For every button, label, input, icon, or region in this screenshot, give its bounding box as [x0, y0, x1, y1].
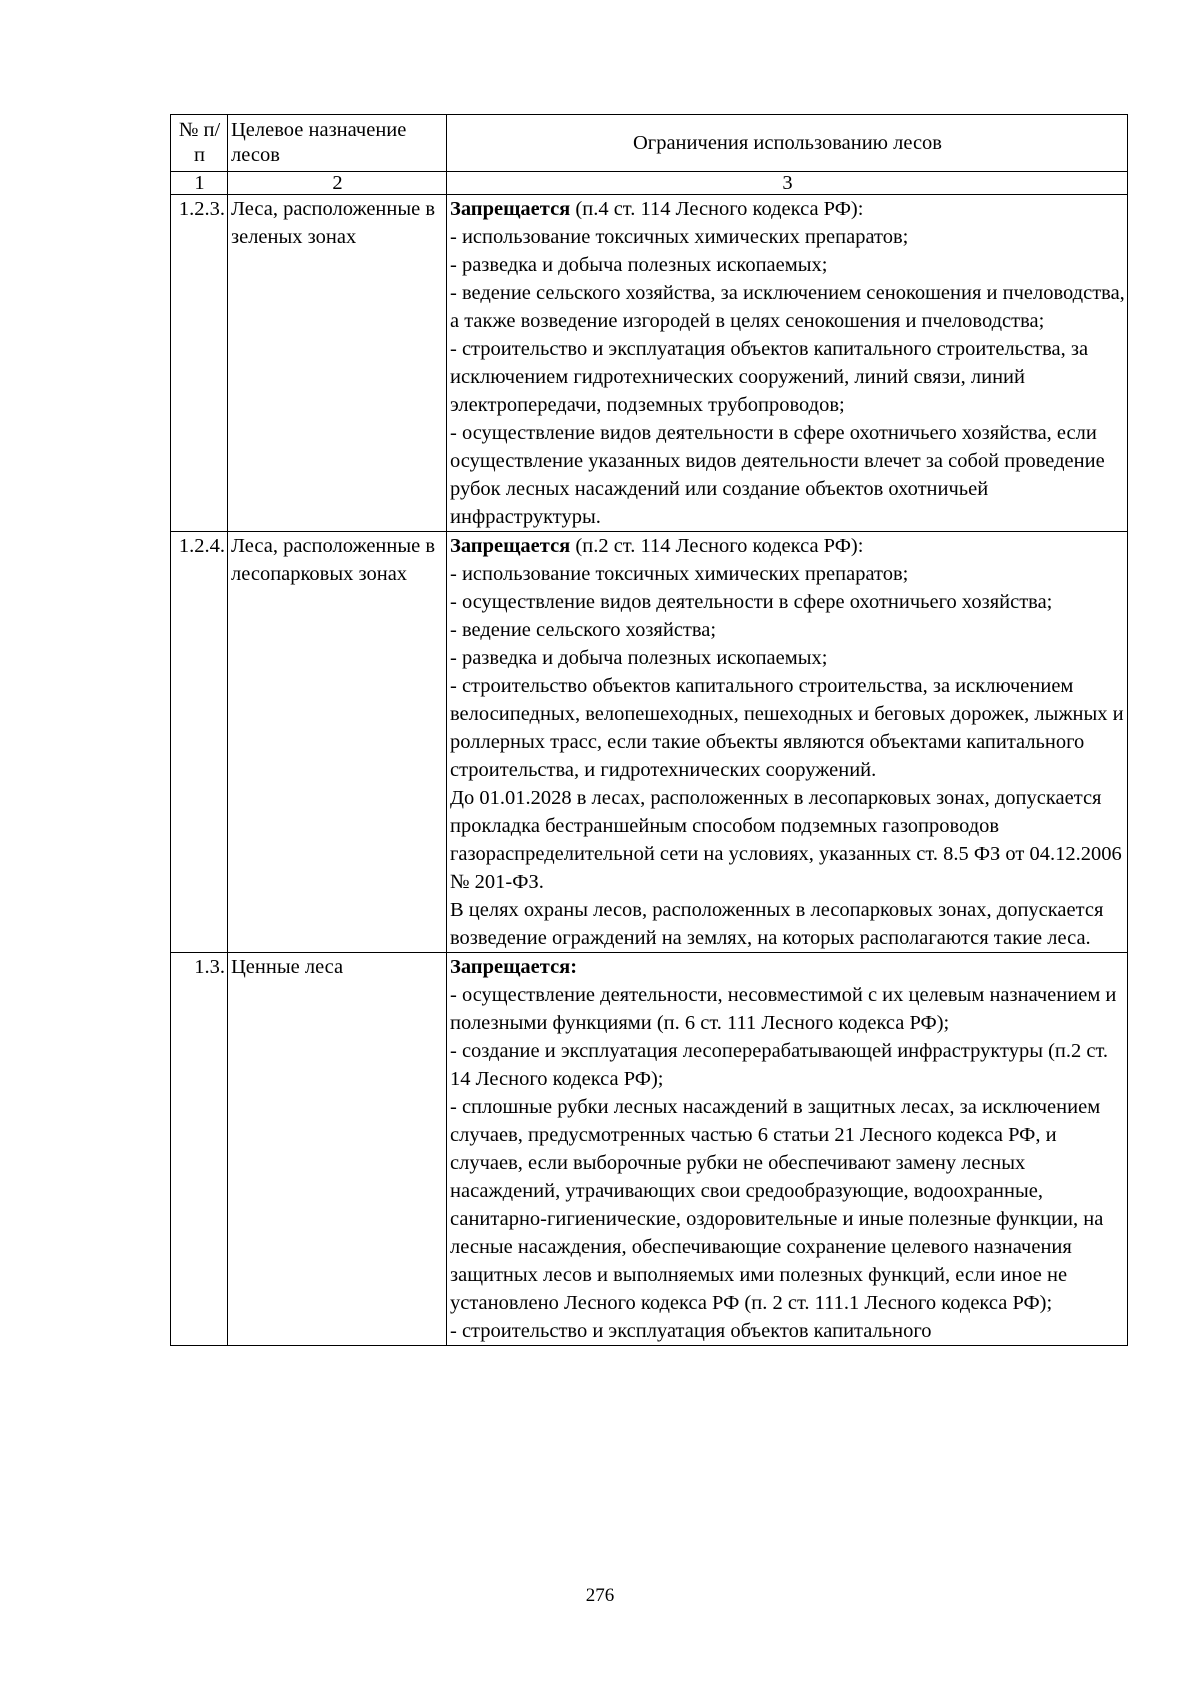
legal-reference: (п.2 ст. 114 Лесного кодекса РФ):	[570, 535, 864, 557]
restriction-note: До 01.01.2028 в лесах, расположенных в лесопарковых зонах, допускается прокладка бестраншейным способом подземных газопроводов газораспределительной сети на условиях, указанных ст. 8.5 ФЗ от 04.12.2006 № 201-ФЗ.	[450, 787, 1122, 893]
restriction-note: В целях охраны лесов, расположенных в лесопарковых зонах, допускается возведение ограждений на землях, на которых располагаются такие леса.	[450, 899, 1104, 949]
restriction-lead	[450, 953, 1125, 981]
page-number: 276	[585, 1585, 615, 1606]
row-number: 1.3.	[171, 953, 228, 1346]
row-number: 1.2.3.	[171, 195, 228, 532]
restriction-item: - ведение сельского хозяйства;	[450, 619, 717, 641]
header-purpose-cell: Целевое назначение лесов	[228, 115, 447, 172]
column-number-3: 3	[447, 172, 1128, 195]
restriction-item: - строительство и эксплуатация объектов капитального строительства, за исключением гидротехнических сооружений, линий связи, линий электропередачи, подземных трубопроводов;	[450, 338, 1089, 416]
forest-restrictions-table	[170, 114, 1128, 1346]
prohibited-label: Запрещается	[450, 535, 571, 557]
column-number-1: 1	[171, 172, 228, 195]
table-row	[171, 195, 1128, 532]
restriction-item: - строительство и эксплуатация объектов капитального	[450, 1320, 932, 1342]
restriction-item: - осуществление видов деятельности в сфере охотничьего хозяйства;	[450, 591, 1053, 613]
row-restrictions	[447, 532, 1128, 953]
row-forest-purpose: Леса, расположенные в лесопарковых зонах	[228, 532, 447, 953]
restriction-item: - создание и эксплуатация лесоперерабатывающей инфраструктуры (п.2 ст. 14 Лесного кодекса РФ);	[450, 1040, 1109, 1090]
row-restrictions	[447, 953, 1128, 1346]
table-row	[171, 953, 1128, 1346]
restriction-item: - сплошные рубки лесных насаждений в защитных лесах, за исключением случаев, предусмотренных частью 6 статьи 21 Лесного кодекса РФ, и случаев, если выборочные рубки не обеспечивают замену лесных насаждений, утрачивающих свои средообразующие, водоохранные, санитарно-гигиенические, оздоровительные и иные полезные функции, на лесные насаждения, обеспечивающие сохранение целевого назначения защитных лесов и выполняемых ими полезных функций, если иное не установлено Лесного кодекса РФ (п. 2 ст. 111.1 Лесного кодекса РФ);	[450, 1096, 1104, 1314]
legal-reference: (п.4 ст. 114 Лесного кодекса РФ):	[570, 198, 864, 220]
row-forest-purpose: Леса, расположенные в зеленых зонах	[228, 195, 447, 532]
restriction-item: - использование токсичных химических препаратов;	[450, 226, 909, 248]
restriction-lead	[450, 532, 1125, 560]
prohibited-label: Запрещается:	[450, 956, 578, 978]
restriction-item: - использование токсичных химических препаратов;	[450, 563, 909, 585]
header-restrictions-cell: Ограничения использованию лесов	[447, 115, 1128, 172]
column-number-row	[171, 172, 1128, 195]
restriction-item: - строительство объектов капитального строительства, за исключением велосипедных, велопешеходных, пешеходных и беговых дорожек, лыжных и роллерных трасс, если такие объекты являются объектами капитального строительства, и гидротехнических сооружений.	[450, 675, 1124, 781]
restriction-item: - разведка и добыча полезных ископаемых;	[450, 254, 828, 276]
header-number-cell: № п/п	[171, 115, 228, 172]
column-number-2: 2	[228, 172, 447, 195]
restriction-lead	[450, 195, 1125, 223]
restriction-item: - разведка и добыча полезных ископаемых;	[450, 647, 828, 669]
row-number: 1.2.4.	[171, 532, 228, 953]
restriction-item: - осуществление деятельности, несовместимой с их целевым назначением и полезными функциями (п. 6 ст. 111 Лесного кодекса РФ);	[450, 984, 1117, 1034]
row-restrictions	[447, 195, 1128, 532]
prohibited-label: Запрещается	[450, 198, 571, 220]
table-row	[171, 532, 1128, 953]
restriction-item: - ведение сельского хозяйства, за исключением сенокошения и пчеловодства, а также возведение изгородей в целях сенокошения и пчеловодства;	[450, 282, 1125, 332]
table-header-row	[171, 115, 1128, 172]
restriction-item: - осуществление видов деятельности в сфере охотничьего хозяйства, если осуществление указанных видов деятельности влечет за собой проведение рубок лесных насаждений или создание объектов охотничьей инфраструктуры.	[450, 422, 1105, 528]
row-forest-purpose: Ценные леса	[228, 953, 447, 1346]
